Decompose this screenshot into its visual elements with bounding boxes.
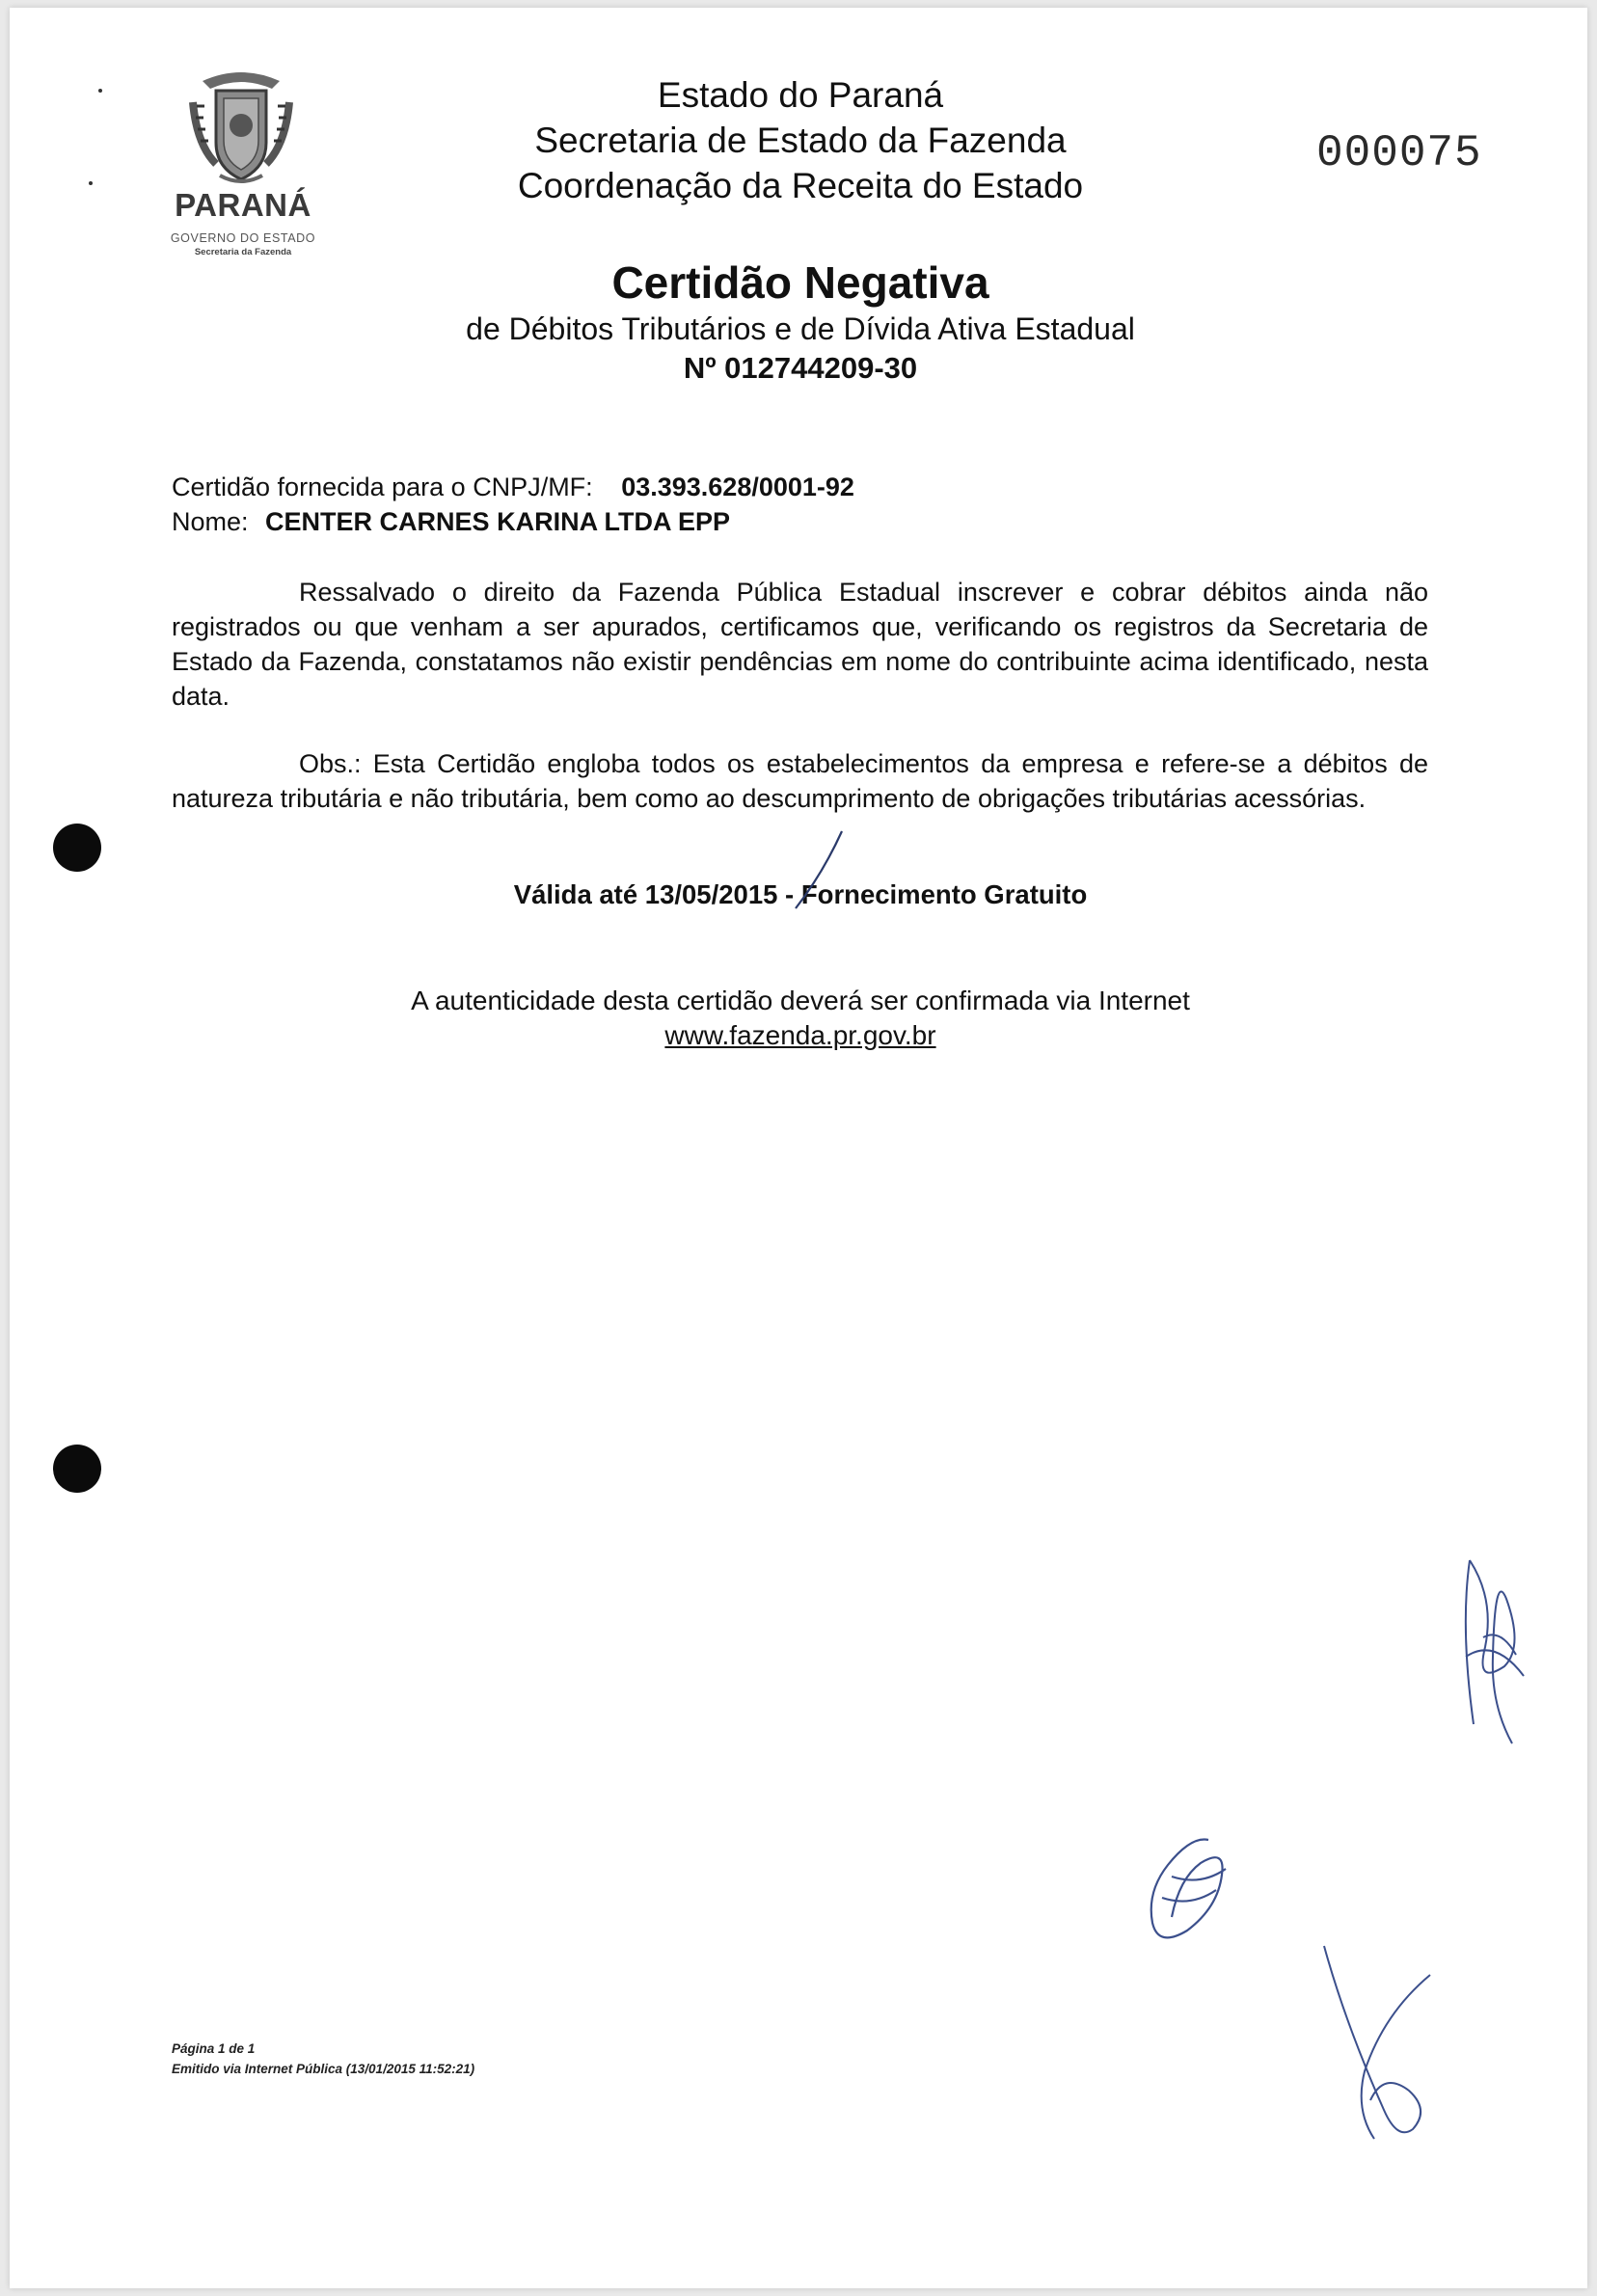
certificate-title: Certidão Negativa (611, 257, 989, 308)
body-paragraph: Ressalvado o direito da Fazenda Pública Estadual inscrever e cobrar débitos ainda não registrados ou que venham a ser apurados, certificamos que, verificando os registros da Secretaria de Estado da Fazenda, constatamos não existir pendências em nome do contribuinte acima identificado, nesta data. (172, 578, 1428, 711)
cnpj-row (172, 473, 854, 502)
punch-hole (53, 824, 101, 872)
logo-subtitle: GOVERNO DO ESTADO (170, 231, 316, 245)
handwritten-initials-mark (1456, 1541, 1533, 1763)
header-secretariat: Secretaria de Estado da Fazenda (534, 121, 1067, 160)
punch-hole (53, 1445, 101, 1493)
footer-issued-timestamp: Emitido via Internet Pública (13/01/2015 11:52:21) (172, 2062, 475, 2076)
authenticity-url-link[interactable]: www.fazenda.pr.gov.br (664, 1020, 936, 1050)
obs-paragraph: Obs.: Esta Certidão engloba todos os estabelecimentos da empresa e refere-se a débitos de natureza tributária e não tributária, bem como ao descumprimento de obrigações tributárias acessórias. (172, 749, 1428, 813)
header-coordination: Coordenação da Receita do Estado (517, 166, 1084, 205)
name-label: Nome: (172, 507, 249, 536)
certificate-subtitle: de Débitos Tributários e de Dívida Ativa Estadual (466, 311, 1135, 346)
pen-stroke-mark (786, 827, 853, 914)
scan-dot (98, 89, 102, 93)
logo-department: Secretaria da Fazenda (194, 247, 292, 257)
validity-line: Válida até 13/05/2015 - Fornecimento Gratuito (513, 879, 1088, 909)
header-state: Estado do Paraná (657, 75, 944, 115)
stamp-number: 000075 (1316, 128, 1482, 178)
certificate-number: Nº 012744209-30 (683, 351, 918, 385)
logo-wordmark: PARANÁ (175, 187, 311, 223)
authenticity-text: A autenticidade desta certidão deverá ser confirmada via Internet (411, 986, 1190, 1015)
name-row (172, 507, 730, 537)
document-page (10, 8, 1587, 2288)
coat-of-arms-icon (183, 68, 299, 191)
scan-dot (89, 181, 93, 185)
footer-page-number: Página 1 de 1 (172, 2041, 256, 2056)
cnpj-label: Certidão fornecida para o CNPJ/MF: (172, 473, 593, 501)
cnpj-value: 03.393.628/0001-92 (621, 473, 854, 501)
name-value: CENTER CARNES KARINA LTDA EPP (265, 507, 731, 536)
handwritten-rubric-mark (1133, 1830, 1239, 1956)
handwritten-x-mark (1316, 1936, 1442, 2158)
